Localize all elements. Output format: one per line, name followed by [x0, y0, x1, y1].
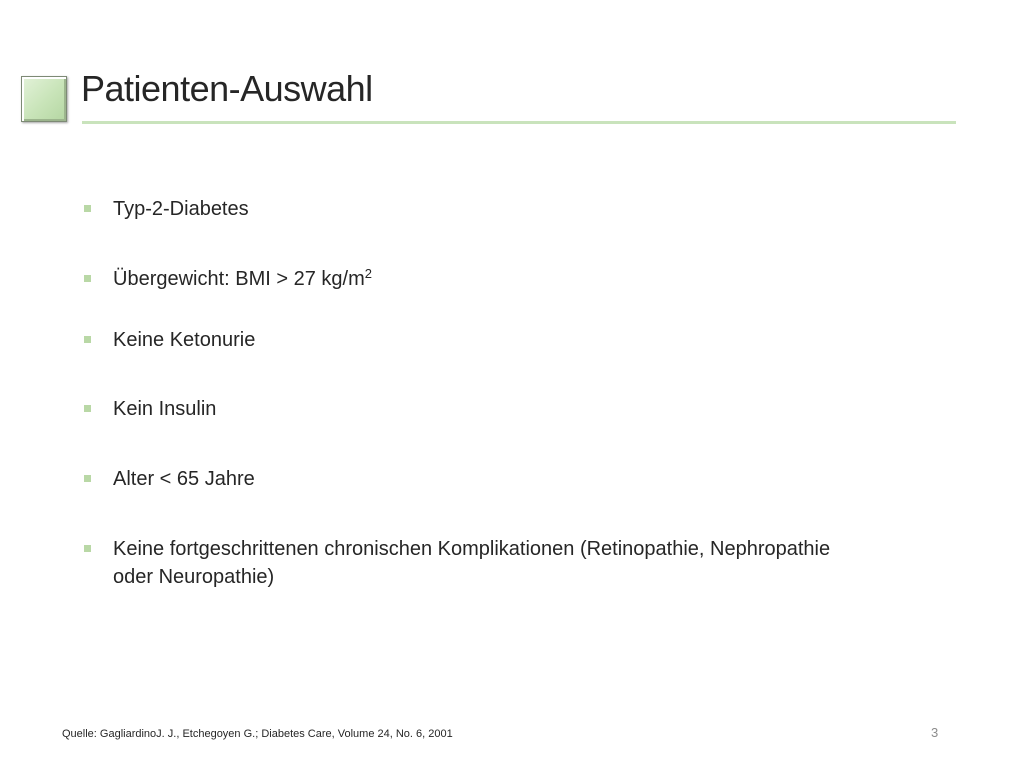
bullet-item-insulin	[82, 395, 942, 423]
square-bullet-icon	[84, 205, 91, 212]
superscript: 2	[364, 266, 373, 281]
square-bullet-icon	[84, 336, 91, 343]
title-decoration-square	[21, 76, 67, 122]
bullet-text	[113, 265, 942, 293]
bullet-text: Keine fortgeschrittenen chronischen Komplikationen (Retinopathie, Nephropathie oder Neuropathie)	[113, 538, 831, 588]
bullet-text: Kein Insulin	[113, 398, 217, 420]
bullet-item-ketonuria	[82, 326, 942, 354]
bullet-text: Keine Ketonurie	[113, 329, 256, 351]
bullet-item-age	[82, 465, 942, 493]
bullet-text-main: Übergewicht: BMI > 27 kg/m	[113, 268, 365, 290]
bullet-item-diabetes-type	[82, 195, 942, 223]
bullet-text: Typ-2-Diabetes	[113, 198, 249, 220]
bullet-text: Alter < 65 Jahre	[113, 468, 255, 490]
title-divider	[82, 121, 956, 124]
slide-title: Patienten-Auswahl	[81, 68, 373, 109]
bullet-item-overweight	[82, 265, 942, 293]
square-bullet-icon	[84, 475, 91, 482]
square-bullet-icon	[84, 275, 91, 282]
bullet-item-complications	[82, 535, 842, 591]
square-bullet-icon	[84, 545, 91, 552]
page-number: 3	[931, 725, 939, 740]
source-citation: Quelle: GagliardinoJ. J., Etchegoyen G.; Diabetes Care, Volume 24, No. 6, 2001	[62, 728, 453, 740]
square-bullet-icon	[84, 405, 91, 412]
